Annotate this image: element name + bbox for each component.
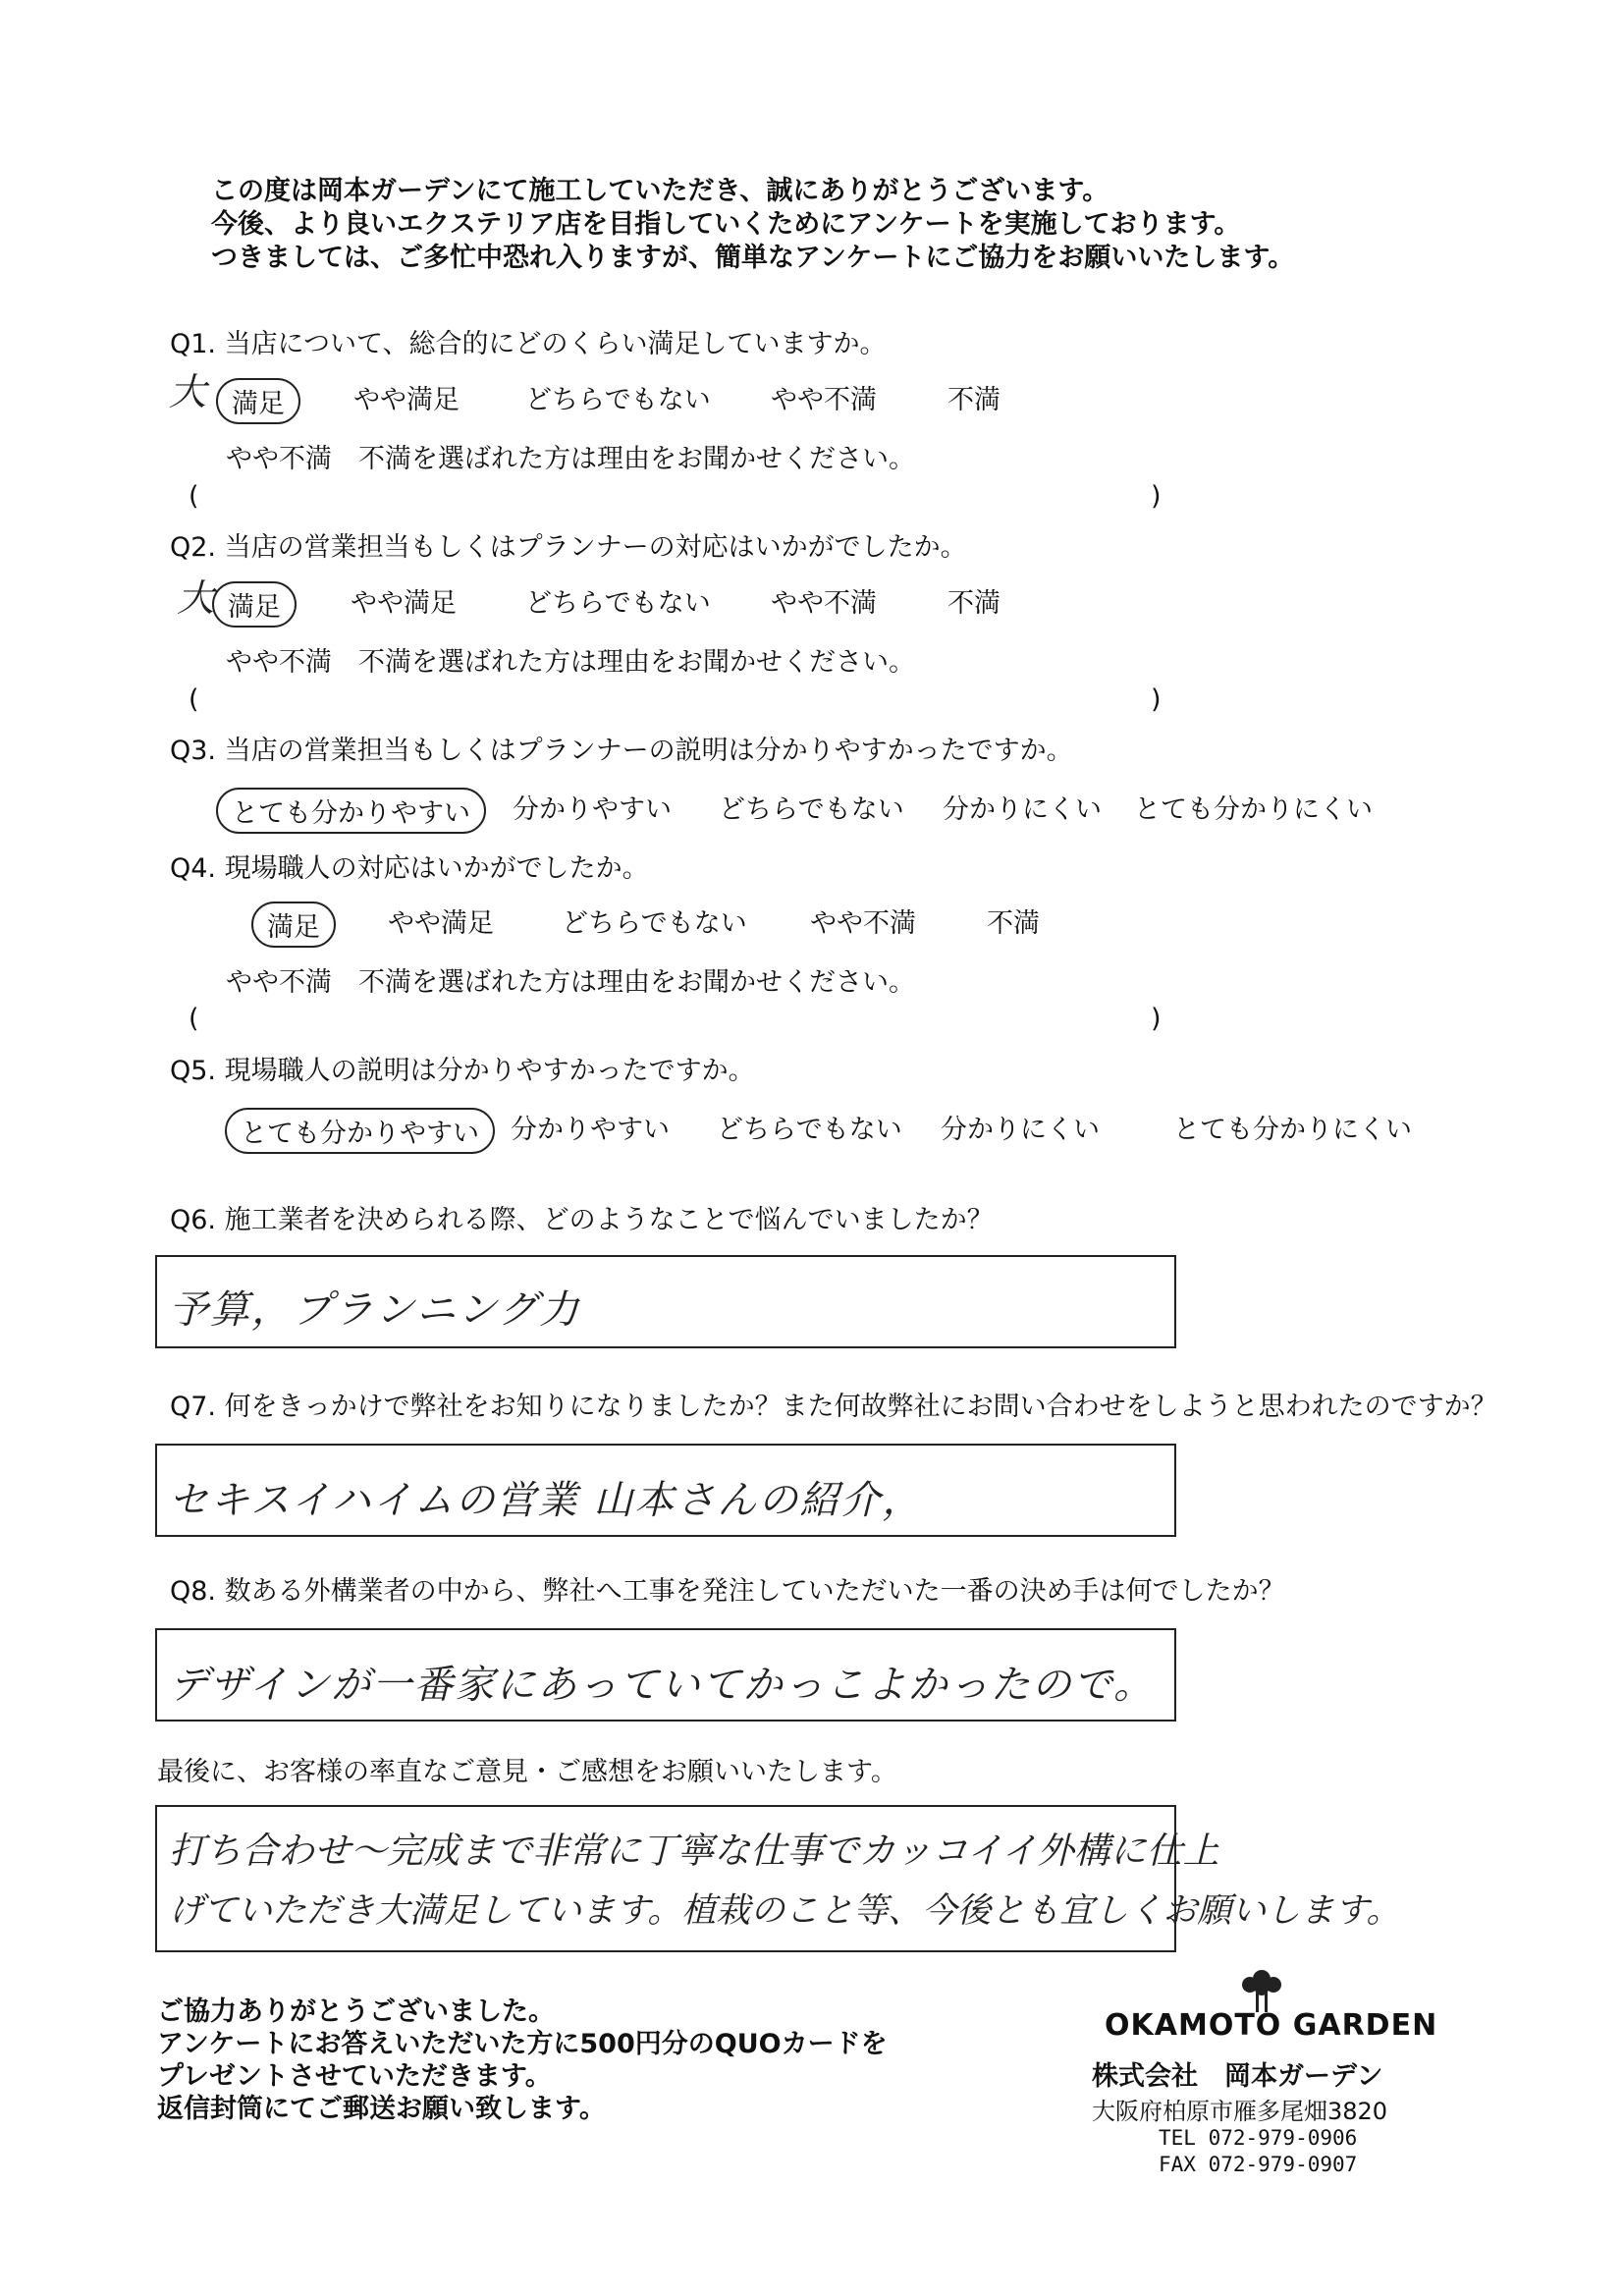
- company-fax: FAX 072-979-0907: [1159, 2153, 1358, 2176]
- company-logo: [1105, 1969, 1438, 2048]
- q3-option-easy[interactable]: 分かりやすい: [513, 794, 672, 825]
- q4-paren-open: (: [189, 1004, 199, 1034]
- q5-option-easy[interactable]: 分かりやすい: [511, 1115, 670, 1145]
- q4-option-somewhat-satisfied[interactable]: やや満足: [388, 908, 494, 939]
- q7-answer-box[interactable]: [155, 1444, 1176, 1537]
- q7-question: Q7. 何をきっかけで弊社をお知りになりましたか？また何故弊社にお問い合わせをしようと思われたのですか？: [170, 1392, 1497, 1422]
- q7-answer: セキスイハイムの営業 山本さんの紹介，: [169, 1478, 924, 1523]
- q2-option-satisfied[interactable]: 満足: [212, 581, 297, 628]
- q8-answer-box[interactable]: [155, 1628, 1176, 1722]
- q5-option-very-easy[interactable]: とても分かりやすい: [225, 1108, 495, 1154]
- company-address: 大阪府柏原市雁多尾畑3820: [1092, 2098, 1388, 2125]
- q5-options: [0, 1108, 1623, 1147]
- tree-icon: [1232, 1969, 1291, 2013]
- q3-question: Q3. 当店の営業担当もしくはプランナーの説明は分かりやすかったですか。: [170, 736, 1073, 766]
- thanks-line-4: 返信封筒にてご郵送お願い致します。: [157, 2094, 606, 2124]
- intro-line-2: 今後、より良いエクステリア店を目指していくためにアンケートを実施しております。: [211, 209, 1241, 240]
- final-answer-box[interactable]: [155, 1805, 1401, 1952]
- q2-option-somewhat-dissatisfied[interactable]: やや不満: [771, 588, 877, 619]
- q1-question: Q1. 当店について、総合的にどのくらい満足していますか。: [170, 329, 887, 359]
- q1-paren-close: ): [1151, 481, 1162, 512]
- q3-option-neutral[interactable]: どちらでもない: [719, 794, 904, 825]
- q4-option-somewhat-dissatisfied[interactable]: やや不満: [810, 908, 916, 939]
- q1-option-neutral[interactable]: どちらでもない: [525, 385, 711, 415]
- q2-option-neutral[interactable]: どちらでもない: [525, 588, 711, 619]
- q2-option-dissatisfied[interactable]: 不満: [947, 588, 1001, 619]
- q1-option-somewhat-dissatisfied[interactable]: やや不満: [771, 385, 877, 415]
- q2-paren-open: (: [189, 684, 199, 715]
- q5-option-hard[interactable]: 分かりにくい: [941, 1115, 1100, 1145]
- q1-option-somewhat-satisfied[interactable]: やや満足: [353, 385, 460, 415]
- q4-question: Q4. 現場職人の対応はいかがでしたか。: [170, 853, 649, 884]
- q3-option-hard[interactable]: 分かりにくい: [943, 794, 1102, 825]
- q6-question: Q6. 施工業者を決められる際、どのようなことで悩んでいましたか？: [170, 1205, 994, 1235]
- final-answer-line-2: げていただき大満足しています。植栽のこと等、今後とも宜しくお願いします。: [169, 1891, 1401, 1931]
- q1-option-satisfied[interactable]: 満足: [216, 378, 300, 424]
- q1-reason-prompt: やや不満 不満を選ばれた方は理由をお聞かせください。: [226, 444, 915, 474]
- intro-line-1: この度は岡本ガーデンにて施工していただき、誠にありがとうございます。: [211, 176, 1109, 206]
- q1-option-dissatisfied[interactable]: 不満: [947, 385, 1001, 415]
- q4-reason-prompt: やや不満 不満を選ばれた方は理由をお聞かせください。: [226, 967, 915, 998]
- thanks-message: [157, 1995, 888, 2125]
- company-tel: TEL 072-979-0906: [1159, 2126, 1358, 2150]
- q4-option-satisfied[interactable]: 満足: [251, 902, 336, 948]
- q6-answer-box[interactable]: [155, 1255, 1176, 1348]
- q3-option-very-hard[interactable]: とても分かりにくい: [1134, 794, 1373, 825]
- q8-answer: デザインが一番家にあっていてかっこよかったので。: [169, 1663, 1155, 1708]
- q1-options: [0, 378, 1623, 417]
- intro-line-3: つきましては、ご多忙中恐れ入りますが、簡単なアンケートにご協力をお願いいたします。: [211, 243, 1295, 273]
- q4-paren-close: ): [1151, 1004, 1162, 1034]
- q2-handwritten-prefix: 大: [177, 576, 215, 620]
- q2-question: Q2. 当店の営業担当もしくはプランナーの対応はいかがでしたか。: [170, 532, 967, 563]
- q3-option-very-easy[interactable]: とても分かりやすい: [216, 788, 486, 834]
- q1-paren-open: (: [189, 481, 199, 512]
- q2-option-somewhat-satisfied[interactable]: やや満足: [351, 588, 457, 619]
- q5-option-neutral[interactable]: どちらでもない: [717, 1115, 902, 1145]
- q4-option-dissatisfied[interactable]: 不満: [987, 908, 1040, 939]
- q2-options: [0, 581, 1623, 621]
- q5-question: Q5. 現場職人の説明は分かりやすかったですか。: [170, 1056, 755, 1086]
- q4-options: [0, 902, 1623, 941]
- q4-option-neutral[interactable]: どちらでもない: [562, 908, 747, 939]
- final-question: 最後に、お客様の率直なご意見・ご感想をお願いいたします。: [157, 1757, 897, 1787]
- company-name: 株式会社 岡本ガーデン: [1092, 2061, 1383, 2092]
- thanks-line-2: アンケートにお答えいただいた方に500円分のQUOカードを: [157, 2029, 888, 2059]
- q8-question: Q8. 数ある外構業者の中から、弊社へ工事を発注していただいた一番の決め手は何でしたか？: [170, 1576, 1285, 1607]
- final-answer-line-1: 打ち合わせ～完成まで非常に丁寧な仕事でカッコイイ外構に仕上: [169, 1830, 1219, 1872]
- intro-text: [211, 175, 1294, 275]
- thanks-line-1: ご協力ありがとうございました。: [157, 1996, 555, 2027]
- logo-text: OKAMOTO GARDEN: [1105, 2008, 1438, 2043]
- thanks-line-3: プレゼントさせていただきます。: [157, 2061, 552, 2092]
- q6-answer: 予算，プランニング力: [169, 1287, 581, 1333]
- q2-reason-prompt: やや不満 不満を選ばれた方は理由をお聞かせください。: [226, 647, 915, 678]
- q1-handwritten-prefix: 大: [169, 370, 207, 413]
- q2-paren-close: ): [1151, 684, 1162, 715]
- q3-options: [0, 788, 1623, 827]
- q5-option-very-hard[interactable]: とても分かりにくい: [1173, 1115, 1412, 1145]
